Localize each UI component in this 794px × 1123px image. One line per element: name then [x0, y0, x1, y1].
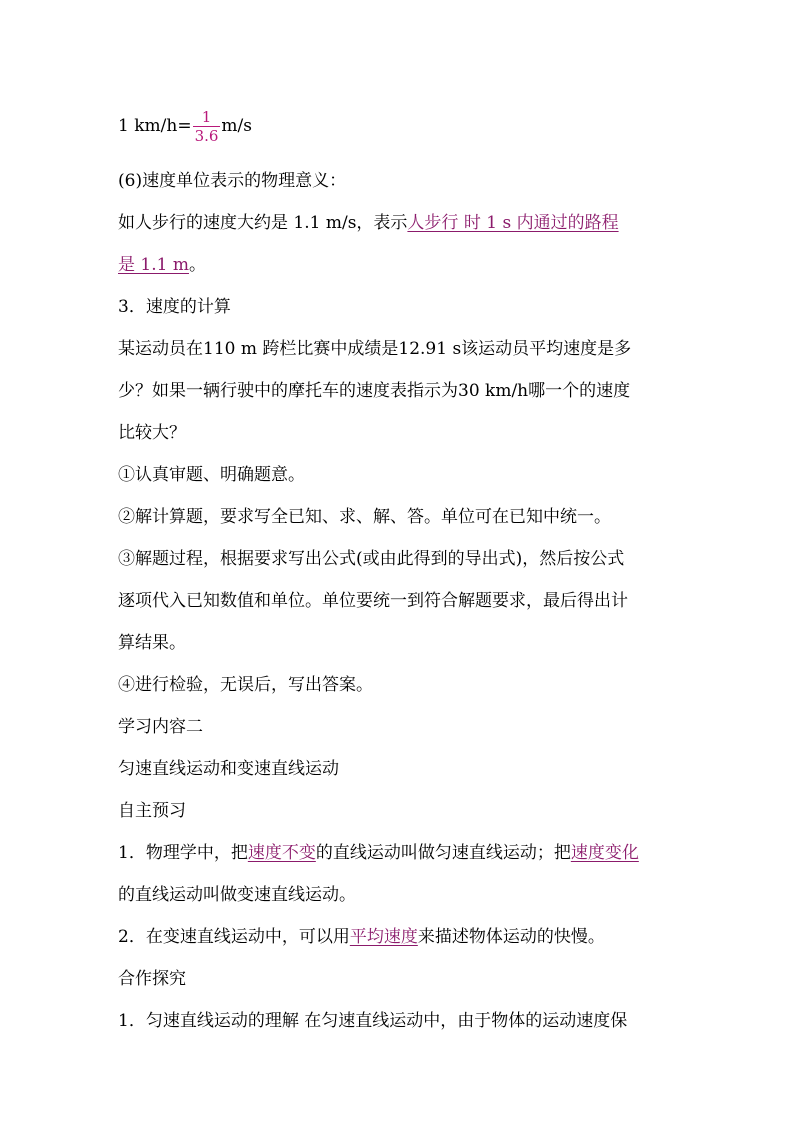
item2-post: 来描述物体运动的快慢。	[417, 927, 605, 947]
step-3-line-1: ③解题过程，根据要求写出公式(或由此得到的导出式)，然后按公式	[118, 549, 625, 569]
item1-answer-1: 速度不变	[247, 843, 316, 863]
preview-item-1-line-2: 的直线运动叫做变速直线运动。	[118, 885, 356, 905]
section-3-title: 3．速度的计算	[118, 297, 231, 317]
item1-answer-2: 速度变化	[570, 843, 639, 863]
explore-item-1: 1．匀速直线运动的理解 在匀速直线运动中，由于物体的运动速度保	[118, 1011, 628, 1031]
preview-title: 自主预习	[118, 801, 186, 821]
step-4: ④进行检验，无误后，写出答案。	[118, 675, 373, 695]
item2-text: 2．在变速直线运动中，可以用	[118, 927, 350, 947]
content-2-title: 学习内容二	[118, 717, 203, 737]
example-line-1	[118, 213, 619, 233]
preview-item-1-line-1	[118, 843, 639, 863]
step-2: ②解计算题，要求写全已知、求、解、答。单位可在已知中统一。	[118, 507, 611, 527]
step-1: ①认真审题、明确题意。	[118, 465, 305, 485]
fraction-denominator: 3.6	[194, 127, 219, 145]
explore-title: 合作探究	[118, 969, 186, 989]
formula-lhs: 1 km/h=	[118, 116, 192, 136]
step-3-line-3: 算结果。	[118, 633, 186, 653]
section-6-title: (6)速度单位表示的物理意义：	[118, 171, 347, 191]
example-text: 如人步行的速度大约是 1.1 m/s，表示	[118, 213, 408, 233]
example-line-2	[118, 255, 206, 275]
unit-conversion-formula	[118, 108, 252, 145]
fraction	[193, 108, 221, 145]
item1-mid: 的直线运动叫做匀速直线运动；把	[315, 843, 571, 863]
example-answer-1: 人步行 时 1 s 内通过的路程	[407, 213, 619, 233]
problem-line-2: 少？如果一辆行驶中的摩托车的速度表指示为30 km/h哪一个的速度	[118, 381, 631, 401]
step-3-line-2: 逐项代入已知数值和单位。单位要统一到符合解题要求，最后得出计	[118, 591, 628, 611]
problem-line-1: 某运动员在110 m 跨栏比赛中成绩是12.91 s该运动员平均速度是多	[118, 339, 632, 359]
fraction-numerator: 1	[201, 108, 212, 126]
item2-answer: 平均速度	[349, 927, 418, 947]
formula-rhs: m/s	[221, 116, 252, 136]
preview-item-2	[118, 927, 605, 947]
example-answer-2: 是 1.1 m	[118, 255, 189, 275]
item1-text: 1．物理学中，把	[118, 843, 248, 863]
problem-line-3: 比较大？	[118, 423, 186, 443]
example-period: 。	[188, 255, 206, 275]
content-2-subtitle: 匀速直线运动和变速直线运动	[118, 759, 339, 779]
